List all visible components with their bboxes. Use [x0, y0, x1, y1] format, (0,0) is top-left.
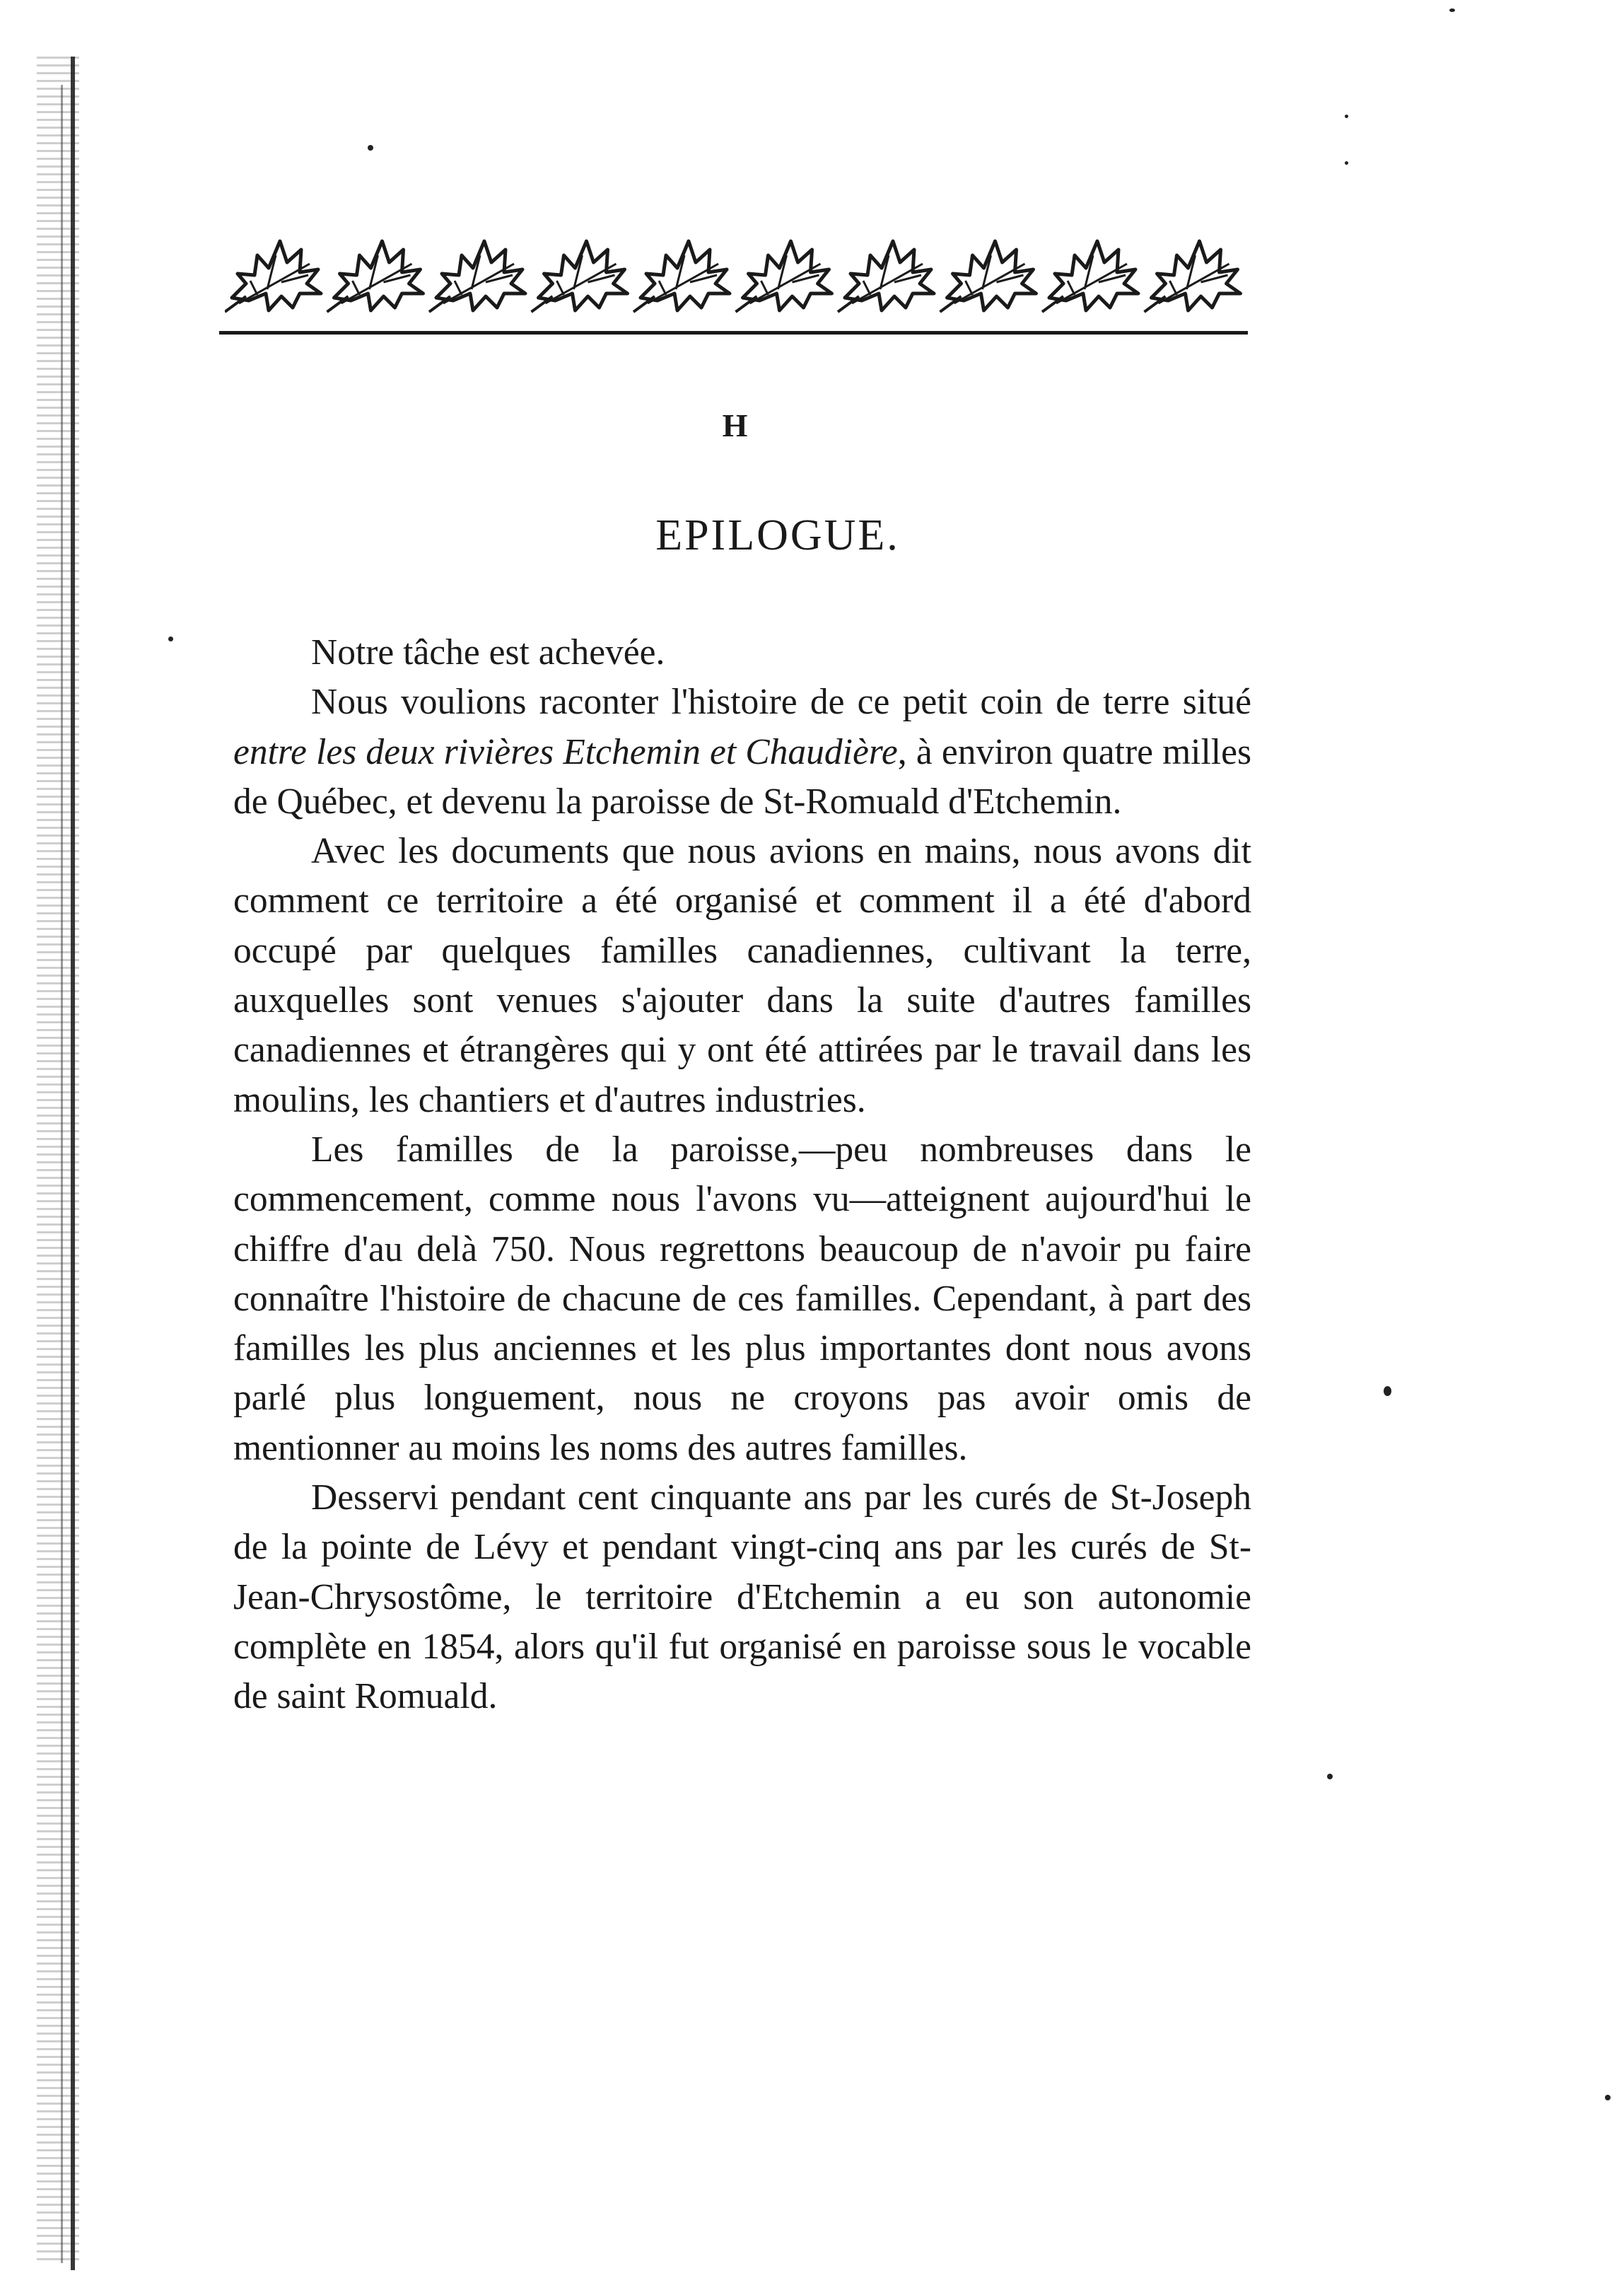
- paragraph-2-italic: entre les deux rivières Etchemin et Chaudière: [233, 731, 898, 772]
- ornament-rule: [219, 331, 1248, 335]
- maple-leaf-icon: [633, 241, 730, 312]
- maple-leaf-icon: [327, 241, 423, 312]
- maple-leaf-icon: [736, 241, 832, 312]
- scan-speck: [1327, 1774, 1333, 1779]
- scan-speck: [1605, 2095, 1611, 2100]
- signature-mark: H: [722, 407, 749, 443]
- paragraph-1: Notre tâche est achevée.: [311, 632, 665, 673]
- paragraph-2: [233, 678, 1251, 827]
- scan-speck: [1345, 161, 1348, 165]
- maple-leaf-ornament: [225, 209, 1246, 322]
- maple-leaf-icon: [532, 241, 628, 312]
- text-body: [233, 628, 1251, 1722]
- chapter-title: EPILOGUE.: [655, 511, 900, 559]
- scan-speck: [168, 636, 173, 641]
- maple-leaf-icon: [225, 241, 321, 312]
- binding-shadow: [61, 85, 63, 2263]
- scan-speck: [1345, 115, 1348, 118]
- maple-leaf-icon: [1042, 241, 1138, 312]
- paragraph-4: Les familles de la paroisse,—peu nombreuses dans le commencement, comme nous l'avons vu—atteignent aujourd'hui le chiffre d'au delà 750. Nous regrettons beaucoup de n'avoir pu faire connaître l'histoire de chacune de ces familles. Cependant, à part des familles les plus anciennes et les plus importantes dont nous avons parlé plus longuement, nous ne croyons pas avoir omis de mentionner au moins les noms des autres familles.: [233, 1129, 1251, 1468]
- maple-leaf-icon: [838, 241, 934, 312]
- scan-speck: [1384, 1386, 1391, 1396]
- paragraph-5: Desservi pendant cent cinquante ans par les curés de St-Joseph de la pointe de Lévy et pendant vingt-cinq ans par les curés de St-Jean-Chrysostôme, le territoire d'Etchemin a eu son autonomie complète en 1854, alors qu'il fut organisé en paroisse sous le vocable de saint Romuald.: [233, 1477, 1251, 1717]
- scan-speck: [368, 145, 373, 151]
- maple-leaf-icon: [429, 241, 525, 312]
- scan-speck: [1449, 8, 1455, 12]
- paragraph-2-end: , à environ quatre milles de Québec, et devenu la paroisse de St-Romuald d'Etchemin.: [233, 731, 1252, 822]
- maple-leaf-icon: [1145, 241, 1241, 312]
- paragraph-2-start: Nous voulions raconter l'histoire de ce petit coin de terre situé: [311, 682, 1251, 723]
- binding-line: [71, 57, 75, 2270]
- paragraph-3: Avec les documents que nous avions en mains, nous avons dit comment ce territoire a été organisé et comment il a été d'abord occupé par quelques familles canadiennes, cultivant la terre, auxquelles sont venues s'ajouter dans la suite d'autres familles canadiennes et étrangères qui y ont été attirées par le travail dans les moulins, les chantiers et d'autres industries.: [233, 831, 1251, 1120]
- maple-leaf-ornament-band: [225, 209, 1246, 322]
- maple-leaf-icon: [940, 241, 1036, 312]
